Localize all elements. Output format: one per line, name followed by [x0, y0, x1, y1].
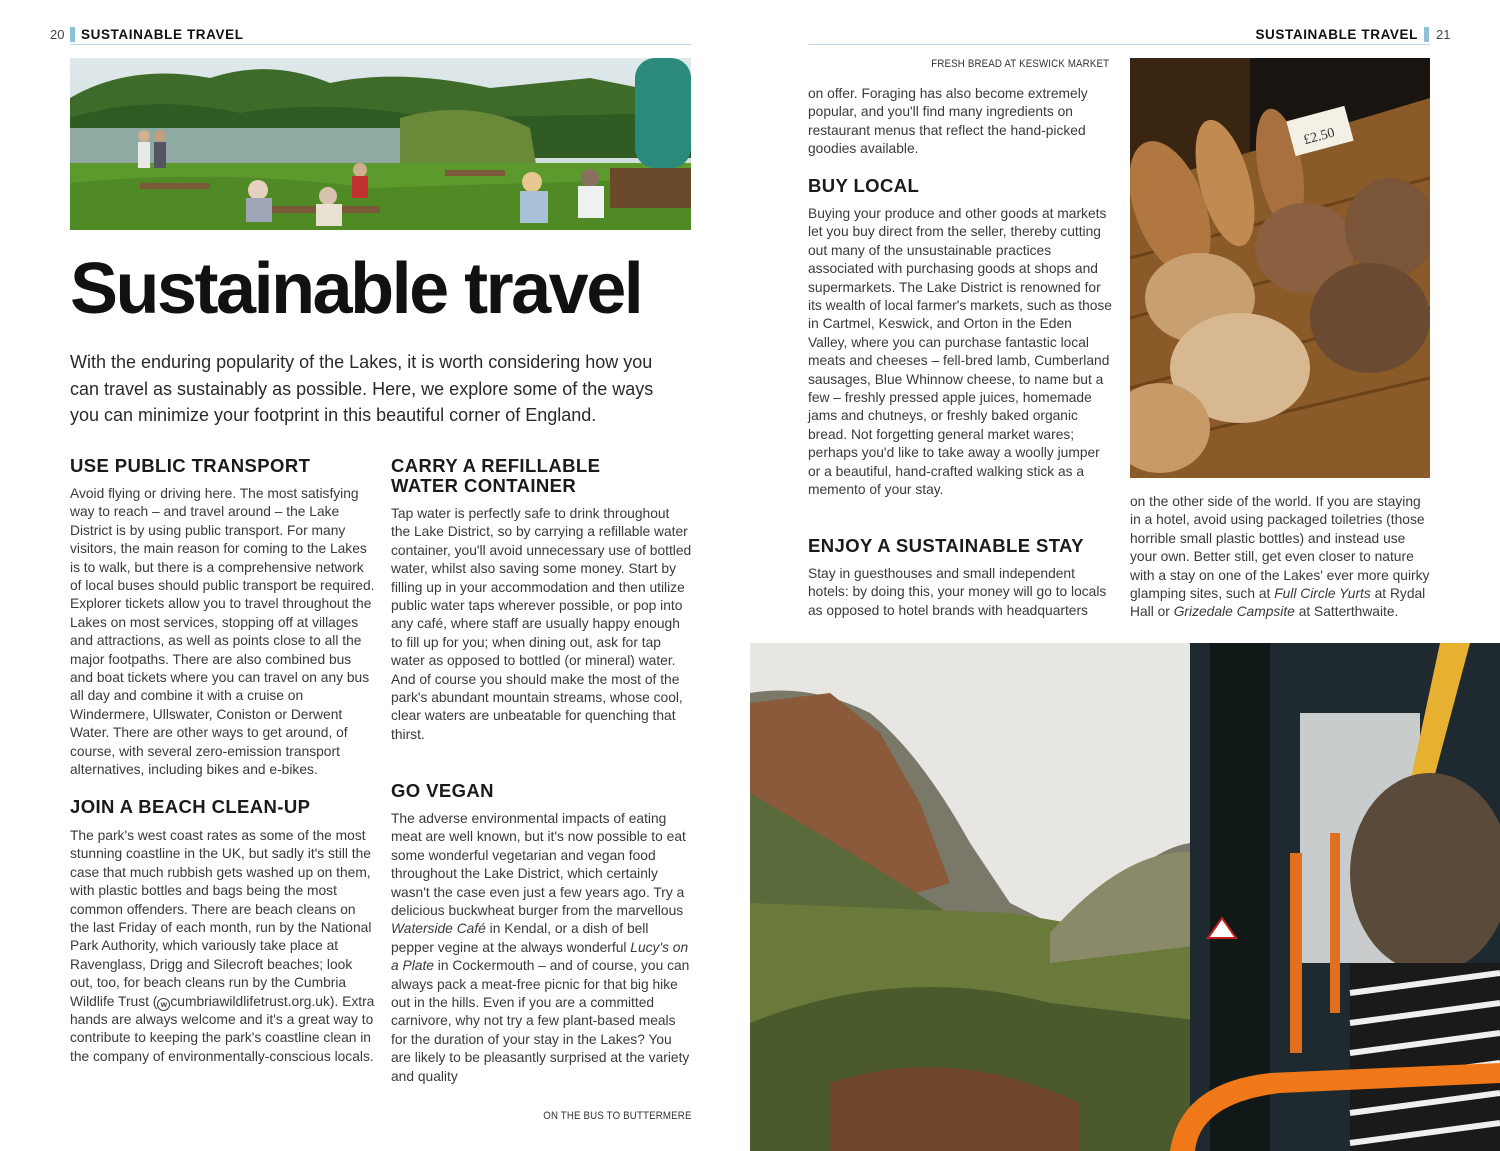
body-public-transport: Avoid flying or driving here. The most satisfying way to reach – and travel around – the Lake District is by using public transport. For many visitors, the main reason for coming to the Lakes is to walk, but there is a comprehensive network of local buses should public transport be required. Explorer tickets allow you to travel throughout the Lakes on most services, stopping off at villages and attractions, as well as points close to all the major footpaths. There are also combined bus and boat tickets where you can travel on any bus all day and combine it with a cruise on Windermere, Ullswater, Coniston or Derwent Water. There are other ways to get around, of course, with several zero-emission transport alternatives, including bikes and e-bikes. — [70, 486, 375, 778]
running-head-right: SUSTAINABLE TRAVEL — [1255, 27, 1418, 42]
stay-text-2: at Rydal Hall or — [1130, 586, 1426, 620]
body-go-vegan — [391, 810, 692, 1086]
running-head-marker-left — [70, 27, 75, 42]
running-head-marker-right — [1424, 27, 1429, 42]
beach-clean-text-2: cumbriawildlifetrust.org.uk). Extra hands are always welcome and it's a great way to contribute to keeping the park's coastline clean in the company of environmentally-conscious locals. — [70, 993, 375, 1064]
body-foraging: on offer. Foraging has also become extremely popular, and you'll find many ingredients on restaurant menus that reflect the hand-picked goodies available. — [808, 86, 1088, 157]
heading-water-line-1: CARRY A REFILLABLE — [391, 455, 601, 476]
intro-paragraph: With the enduring popularity of the Lakes, it is worth considering how you can travel as sustainably as possible. Here, we explore some of the ways you can minimize your footprint in this beautiful corner of England. — [70, 352, 654, 425]
body-sustainable-stay-cont — [1130, 493, 1430, 622]
bus-buttermere-photo — [750, 643, 1500, 1151]
heading-water-line-2: WATER CONTAINER — [391, 475, 577, 496]
caption-bread: FRESH BREAD AT KESWICK MARKET — [931, 58, 1109, 70]
venue-waterside-cafe: Waterside Café — [391, 921, 486, 937]
page-number-right: 21 — [1436, 27, 1451, 42]
venue-full-circle-yurts: Full Circle Yurts — [1274, 586, 1371, 602]
lake-picnic-photo — [70, 58, 691, 230]
vegan-text-1: The adverse environmental impacts of eating meat are well known, but it's now possible to eat some wonderful vegetarian and vegan food throughout the Lake District, which certainly wasn't the case even just a few years ago. Try a delicious buckwheat burger from the marvellous — [391, 811, 686, 919]
heading-go-vegan: GO VEGAN — [391, 780, 494, 801]
heading-water-container — [391, 456, 600, 496]
body-buy-local: Buying your produce and other goods at markets let you buy direct from the seller, thereby cutting out many of the unsustainable practices associated with purchasing goods at shops and supermarkets. The Lake District is renowned for its wealth of local farmer's markets, such as those in Cartmel, Keswick, and Orton in the Eden Valley, where you can purchase fantastic local meats and cheeses – fell-bred lamb, Cumberland sausages, Blue Whinnow cheese, to name but a few – freshly pressed apple juices, homemade jams and chutneys, or freshly baked organic bread. Not forgetting general market wares; perhaps you'd like to take away a woolly jumper or a beautiful, hand-crafted walking stick as a memento of your stay. — [808, 206, 1112, 498]
caption-bus: ON THE BUS TO BUTTERMERE — [543, 1110, 692, 1122]
body-sustainable-stay: Stay in guesthouses and small independent hotels: by doing this, your money will go to locals as opposed to hotel brands with headquarters — [808, 566, 1107, 618]
beach-clean-text-1: The park's west coast rates as some of the most stunning coastline in the UK, but sadly it's still the case that much rubbish gets washed up on them, with plastic bottles and bags being the most common offenders. There are beach cleans on the last Friday of each month, run by the National Park Authority, which variously take place at Ravenglass, Drigg and Silecroft beaches; look out, too, for beach cleans run by the Cumbria Wildlife Trust ( — [70, 828, 372, 1009]
stay-text-1: on the other side of the world. If you are staying in a hotel, avoid using packaged toiletries (those horrible small plastic bottles) and instead use your own. Better still, get even closer to nature with a stay on one of the Lakes' ever more quirky glamping sites, such at — [1130, 494, 1430, 602]
stay-text-3: at Satterthwaite. — [1294, 604, 1399, 620]
venue-lucys-on-a-plate: Lucy's on a Plate — [391, 939, 689, 974]
venue-grizedale-campsite: Grizedale Campsite — [1173, 604, 1295, 620]
heading-beach-clean: JOIN A BEACH CLEAN-UP — [70, 796, 311, 817]
page-title: Sustainable travel — [70, 249, 642, 329]
vegan-text-3: in Cockermouth – and of course, you can always pack a meat-free picnic for that big hike out in the hills. Even if you are a committed carnivore, why not try a few plant-based meals for the duration of your stay in the Lakes? You are likely to be pleasantly surprised at the variety and quality — [391, 958, 690, 1084]
heading-public-transport: USE PUBLIC TRANSPORT — [70, 455, 311, 476]
web-icon: w — [157, 998, 170, 1011]
body-beach-clean — [70, 827, 376, 1066]
header-rule-right — [808, 44, 1430, 45]
running-head-left: SUSTAINABLE TRAVEL — [81, 27, 244, 42]
vegan-text-2: in Kendal, or a dish of bell pepper vegine at the always wonderful — [391, 921, 649, 955]
heading-sustainable-stay: ENJOY A SUSTAINABLE STAY — [808, 535, 1084, 556]
heading-buy-local: BUY LOCAL — [808, 175, 920, 196]
svg-text:£2.50: £2.50 — [1302, 125, 1337, 149]
bread-market-photo — [1130, 58, 1430, 478]
page-number-left: 20 — [50, 27, 65, 42]
header-rule-left — [70, 44, 691, 45]
body-water-container: Tap water is perfectly safe to drink throughout the Lake District, so by carrying a refillable water container, you'll avoid unnecessary use of bottled water, whilst also saving some money. Start by filling up in your accommodation and then utilize public water taps wherever possible, or pop into any café, where staff are usually happy enough to fill up for you; when dining out, ask for tap water as opposed to bottled (or mineral) water. And of course you should make the most of the park's abundant mountain streams, whose cool, clear waters are unbeatable for quenching that thirst. — [391, 506, 692, 742]
